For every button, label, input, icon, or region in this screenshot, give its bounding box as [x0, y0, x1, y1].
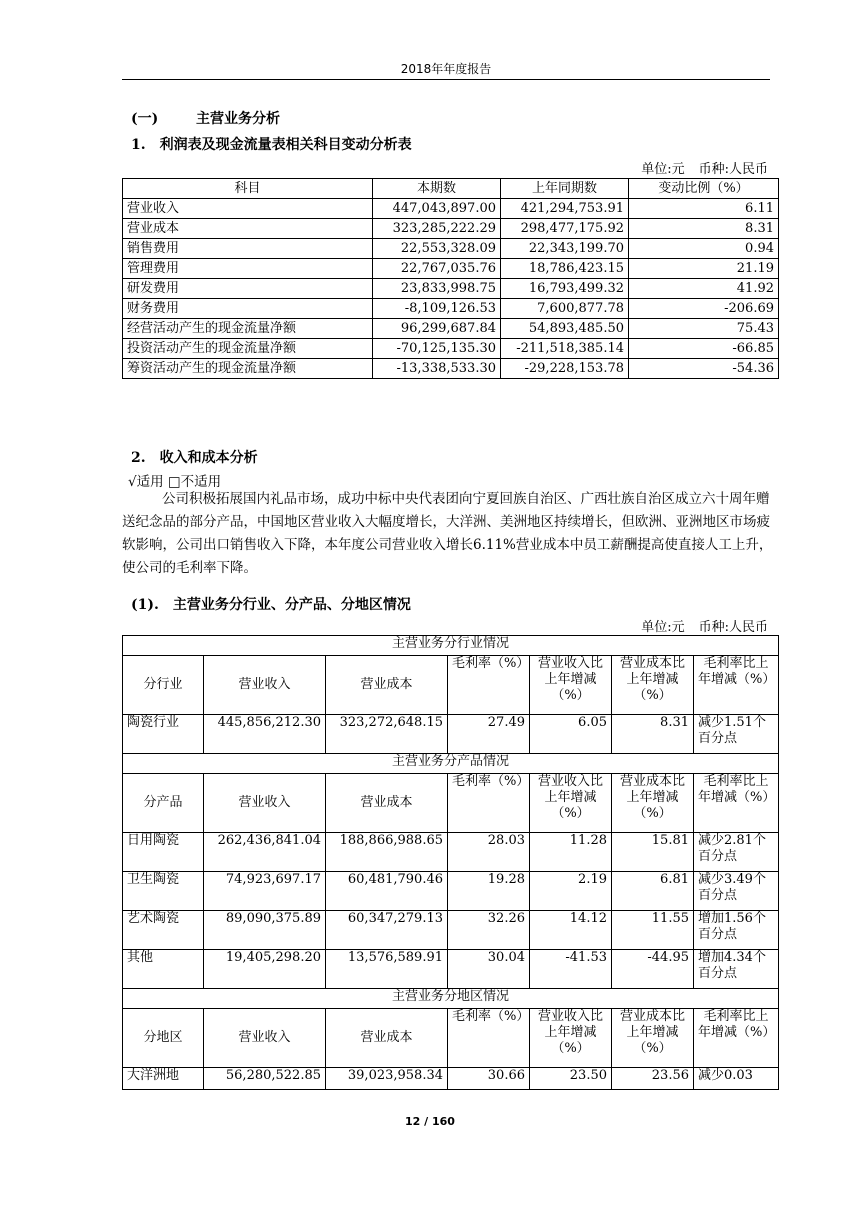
- section-title: 主营业务分产品情况: [123, 754, 779, 774]
- section-title: 主营业务分析: [196, 111, 280, 127]
- cell-value: 增加1.56个百分点: [694, 911, 779, 950]
- table-row: [123, 299, 779, 319]
- cell-value: 2.19: [530, 872, 612, 911]
- table-row: [123, 259, 779, 279]
- table-row: [123, 1068, 779, 1090]
- table-row: [123, 199, 779, 219]
- column-header: 营业成本: [326, 1009, 448, 1068]
- cell-value: 41.92: [629, 279, 779, 299]
- column-header: 分地区: [123, 1009, 204, 1068]
- table-row: [123, 911, 779, 950]
- row-label: 财务费用: [123, 299, 373, 319]
- cell-value: 18,786,423.15: [501, 259, 629, 279]
- row-label: 投资活动产生的现金流量净额: [123, 339, 373, 359]
- cell-value: 54,893,485.50: [501, 319, 629, 339]
- column-header: 科目: [123, 179, 373, 199]
- cell-value: 445,856,212.30: [204, 715, 326, 754]
- table-header-row: [123, 1009, 779, 1068]
- cell-value: -206.69: [629, 299, 779, 319]
- table-row: [123, 219, 779, 239]
- column-header: 营业成本: [326, 656, 448, 715]
- table-row: [123, 833, 779, 872]
- row-label: 营业成本: [123, 219, 373, 239]
- column-header: 毛利率比上年增减（%）: [694, 774, 779, 833]
- unit-label: 单位:元 币种:人民币: [641, 620, 768, 635]
- cell-value: -8,109,126.53: [373, 299, 501, 319]
- row-label: 日用陶瓷: [123, 833, 204, 872]
- cell-value: 39,023,958.34: [326, 1068, 448, 1090]
- column-header: 营业成本: [326, 774, 448, 833]
- column-header: 营业收入比上年增减（%）: [530, 774, 612, 833]
- cell-value: 96,299,687.84: [373, 319, 501, 339]
- column-header: 营业收入比上年增减（%）: [530, 656, 612, 715]
- subsection-heading: 1. 利润表及现金流量表相关科目变动分析表: [131, 137, 412, 153]
- column-header: 营业成本比上年增减（%）: [612, 656, 694, 715]
- table-header-row: [123, 774, 779, 833]
- table-row: [123, 359, 779, 379]
- cell-value: 30.66: [448, 1068, 530, 1090]
- cell-value: 6.05: [530, 715, 612, 754]
- cell-value: 323,285,222.29: [373, 219, 501, 239]
- section-heading: [131, 108, 280, 128]
- cell-value: 6.11: [629, 199, 779, 219]
- column-header: 营业成本比上年增减（%）: [612, 1009, 694, 1068]
- cell-value: 19,405,298.20: [204, 950, 326, 989]
- cell-value: -211,518,385.14: [501, 339, 629, 359]
- cell-value: 15.81: [612, 833, 694, 872]
- cell-value: 22,343,199.70: [501, 239, 629, 259]
- cell-value: 8.31: [612, 715, 694, 754]
- column-header: 上年同期数: [501, 179, 629, 199]
- section-title: 主营业务分地区情况: [123, 989, 779, 1009]
- cell-value: -70,125,135.30: [373, 339, 501, 359]
- row-label: 陶瓷行业: [123, 715, 204, 754]
- cell-value: 7,600,877.78: [501, 299, 629, 319]
- table-header-row: [123, 656, 779, 715]
- cell-value: -13,338,533.30: [373, 359, 501, 379]
- cell-value: 16,793,499.32: [501, 279, 629, 299]
- section-title-row: [123, 754, 779, 774]
- column-header: 营业成本比上年增减（%）: [612, 774, 694, 833]
- subsection-heading: 2. 收入和成本分析: [131, 450, 258, 466]
- cell-value: 11.28: [530, 833, 612, 872]
- row-label: 研发费用: [123, 279, 373, 299]
- table-row: [123, 950, 779, 989]
- cell-value: 30.04: [448, 950, 530, 989]
- table-row: [123, 319, 779, 339]
- row-label: 大洋洲地: [123, 1068, 204, 1090]
- cell-value: 减少3.49个百分点: [694, 872, 779, 911]
- column-header: 营业收入: [204, 774, 326, 833]
- cell-value: 262,436,841.04: [204, 833, 326, 872]
- cell-value: -41.53: [530, 950, 612, 989]
- row-label: 卫生陶瓷: [123, 872, 204, 911]
- cell-value: 32.26: [448, 911, 530, 950]
- cell-value: 减少1.51个百分点: [694, 715, 779, 754]
- page-header: 2018年年度报告: [400, 62, 492, 76]
- column-header: 分产品: [123, 774, 204, 833]
- row-label: 筹资活动产生的现金流量净额: [123, 359, 373, 379]
- row-label: 其他: [123, 950, 204, 989]
- column-header: 营业收入: [204, 656, 326, 715]
- cell-value: 421,294,753.91: [501, 199, 629, 219]
- table-header-row: [123, 179, 779, 199]
- row-label: 营业收入: [123, 199, 373, 219]
- cell-value: 23,833,998.75: [373, 279, 501, 299]
- table-row: [123, 239, 779, 259]
- cell-value: 22,767,035.76: [373, 259, 501, 279]
- cell-value: 23.56: [612, 1068, 694, 1090]
- cell-value: 21.19: [629, 259, 779, 279]
- cell-value: 60,481,790.46: [326, 872, 448, 911]
- cell-value: 27.49: [448, 715, 530, 754]
- cell-value: 23.50: [530, 1068, 612, 1090]
- cell-value: 22,553,328.09: [373, 239, 501, 259]
- column-header: 变动比例（%）: [629, 179, 779, 199]
- header-rule: [122, 79, 770, 80]
- section-number: (一): [131, 111, 159, 127]
- cell-value: 75.43: [629, 319, 779, 339]
- column-header: 分行业: [123, 656, 204, 715]
- page-number: 12 / 160: [405, 1115, 455, 1128]
- cell-value: 56,280,522.85: [204, 1068, 326, 1090]
- cell-value: 11.55: [612, 911, 694, 950]
- cell-value: 188,866,988.65: [326, 833, 448, 872]
- unit-label: 单位:元 币种:人民币: [641, 162, 768, 177]
- cell-value: 19.28: [448, 872, 530, 911]
- column-header: 营业收入比上年增减（%）: [530, 1009, 612, 1068]
- column-header: 毛利率（%）: [448, 1009, 530, 1068]
- cell-value: 323,272,648.15: [326, 715, 448, 754]
- section-title-row: [123, 636, 779, 656]
- row-label: 艺术陶瓷: [123, 911, 204, 950]
- cell-value: 447,043,897.00: [373, 199, 501, 219]
- section-title: 主营业务分行业情况: [123, 636, 779, 656]
- column-header: 毛利率比上年增减（%）: [694, 1009, 779, 1068]
- table-row: [123, 279, 779, 299]
- table-row: [123, 339, 779, 359]
- column-header: 毛利率比上年增减（%）: [694, 656, 779, 715]
- section-title-row: [123, 989, 779, 1009]
- column-header: 毛利率（%）: [448, 774, 530, 833]
- table-row: [123, 872, 779, 911]
- main-business-table: [122, 635, 779, 1090]
- cell-value: 减少0.03: [694, 1068, 779, 1090]
- column-header: 本期数: [373, 179, 501, 199]
- row-label: 经营活动产生的现金流量净额: [123, 319, 373, 339]
- row-label: 销售费用: [123, 239, 373, 259]
- cell-value: -66.85: [629, 339, 779, 359]
- cell-value: 6.81: [612, 872, 694, 911]
- analysis-paragraph: 公司积极拓展国内礼品市场，成功中标中央代表团向宁夏回族自治区、广西壮族自治区成立六十周年赠送纪念品的部分产品，中国地区营业收入大幅度增长，大洋洲、美洲地区持续增长，但欧洲、亚洲地区市场疲软影响，公司出口销售收入下降，本年度公司营业收入增长6.11%营业成本中员工薪酬提高使直接人工上升，使公司的毛利率下降。: [122, 491, 773, 576]
- column-header: 毛利率（%）: [448, 656, 530, 715]
- cell-value: 14.12: [530, 911, 612, 950]
- applicable-checkbox-text: √适用 □不适用: [128, 474, 222, 490]
- cell-value: 0.94: [629, 239, 779, 259]
- cell-value: -29,228,153.78: [501, 359, 629, 379]
- column-header: 营业收入: [204, 1009, 326, 1068]
- table-row: [123, 715, 779, 754]
- cell-value: -44.95: [612, 950, 694, 989]
- cell-value: 8.31: [629, 219, 779, 239]
- cell-value: 298,477,175.92: [501, 219, 629, 239]
- cell-value: -54.36: [629, 359, 779, 379]
- cell-value: 减少2.81个百分点: [694, 833, 779, 872]
- income-cashflow-table: [122, 178, 779, 379]
- cell-value: 13,576,589.91: [326, 950, 448, 989]
- cell-value: 28.03: [448, 833, 530, 872]
- cell-value: 增加4.34个百分点: [694, 950, 779, 989]
- subsection-heading: (1). 主营业务分行业、分产品、分地区情况: [131, 597, 411, 613]
- cell-value: 60,347,279.13: [326, 911, 448, 950]
- cell-value: 89,090,375.89: [204, 911, 326, 950]
- cell-value: 74,923,697.17: [204, 872, 326, 911]
- row-label: 管理费用: [123, 259, 373, 279]
